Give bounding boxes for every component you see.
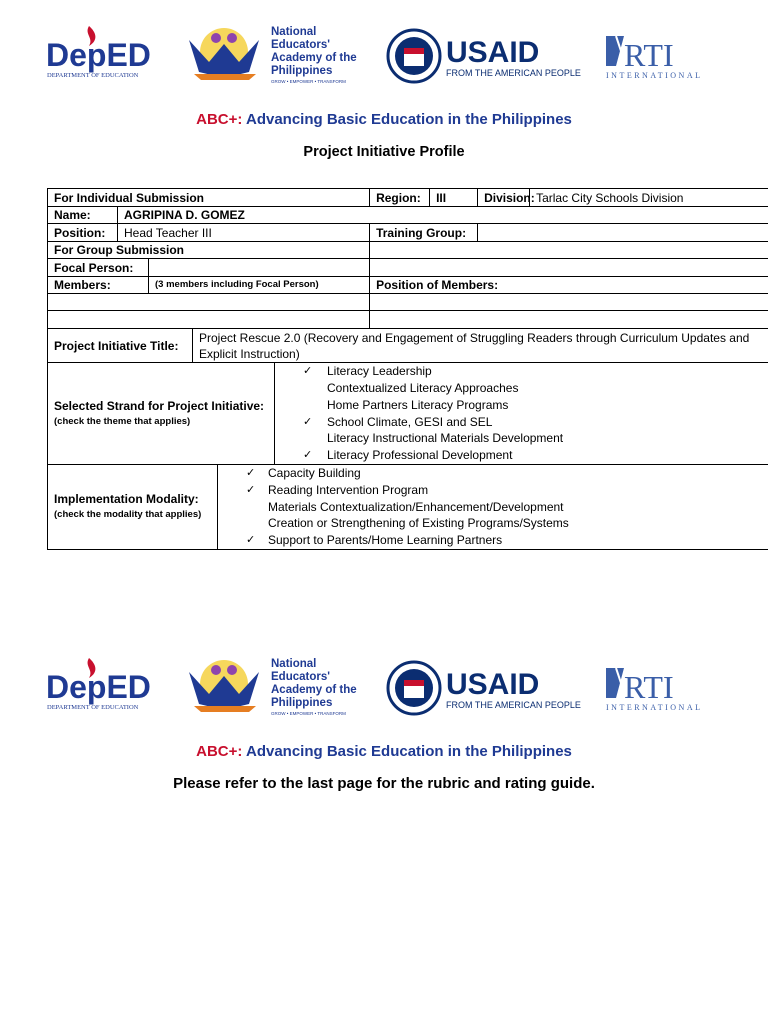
name-value: AGRIPINA D. GOMEZ	[118, 207, 768, 224]
strand-option-label: School Climate, GESI and SEL	[327, 414, 493, 429]
strand-option[interactable]	[275, 447, 768, 464]
modality-option[interactable]	[218, 515, 768, 532]
strand-option-label: Literacy Instructional Materials Development	[327, 431, 564, 446]
table-row	[48, 207, 768, 224]
modality-note: (check the modality that applies)	[54, 509, 202, 520]
modality-label-cell	[48, 465, 218, 550]
modality-option-label: Support to Parents/Home Learning Partners	[268, 533, 503, 548]
focal-person-value	[149, 259, 370, 277]
strand-label-cell	[48, 363, 275, 465]
region-value: III	[430, 189, 478, 207]
table-row	[48, 189, 768, 207]
rti-logo	[606, 668, 703, 712]
table-row	[48, 311, 768, 329]
svg-text:INTERNATIONAL: INTERNATIONAL	[606, 703, 703, 712]
strand-option[interactable]	[275, 380, 768, 397]
table-row	[48, 465, 768, 550]
training-group-label: Training Group:	[370, 224, 478, 242]
svg-text:INTERNATIONAL: INTERNATIONAL	[606, 71, 703, 80]
checkmark-icon: ✓	[303, 365, 313, 378]
svg-text:DepED: DepED	[46, 669, 151, 705]
position-of-members-label: Position of Members:	[370, 277, 768, 294]
member-position-cell	[370, 294, 768, 311]
strand-option[interactable]	[275, 414, 768, 431]
svg-text:FROM THE AMERICAN PEOPLE: FROM THE AMERICAN PEOPLE	[446, 700, 581, 710]
modality-option[interactable]	[218, 482, 768, 499]
members-note: (3 members including Focal Person)	[149, 277, 370, 294]
deped-logo	[46, 26, 151, 79]
svg-text:DEPARTMENT OF EDUCATION: DEPARTMENT OF EDUCATION	[47, 704, 139, 711]
svg-text:GROW • EMPOWER • TRANSFORM: GROW • EMPOWER • TRANSFORM	[271, 711, 346, 716]
checkmark-icon: ✓	[246, 467, 256, 479]
rubric-note: Please refer to the last page for the rubric and rating guide.	[173, 775, 595, 792]
strand-option-label: Literacy Professional Development	[327, 448, 513, 463]
logo-bar	[44, 22, 724, 92]
modality-options	[218, 465, 768, 550]
svg-text:Educators': Educators'	[271, 39, 330, 51]
svg-text:DEPARTMENT OF EDUCATION: DEPARTMENT OF EDUCATION	[47, 72, 139, 79]
checkmark-icon: ✓	[303, 449, 313, 462]
strand-option-label: Home Partners Literacy Programs	[327, 397, 509, 412]
individual-submission-label: For Individual Submission	[48, 189, 370, 207]
group-submission-label: For Group Submission	[48, 242, 370, 259]
strand-option[interactable]	[275, 397, 768, 414]
member-position-cell	[370, 311, 768, 329]
svg-text:FROM THE AMERICAN PEOPLE: FROM THE AMERICAN PEOPLE	[446, 68, 581, 78]
region-label: Region:	[370, 189, 430, 207]
svg-text:RTI: RTI	[624, 669, 674, 705]
svg-text:RTI: RTI	[624, 37, 674, 73]
members-label: Members:	[48, 277, 149, 294]
table-row	[48, 363, 768, 465]
program-title: ABC+: Advancing Basic Education in the Philippines	[196, 111, 572, 128]
table-row	[48, 259, 768, 277]
svg-text:USAID: USAID	[446, 668, 540, 701]
modality-option[interactable]	[218, 532, 768, 549]
member-cell	[48, 311, 370, 329]
form-title: Project Initiative Profile	[303, 144, 465, 160]
modality-option[interactable]	[218, 465, 768, 482]
focal-person-blank	[370, 259, 768, 277]
group-submission-blank	[370, 242, 768, 259]
strand-label: Selected Strand for Project Initiative:	[54, 398, 265, 413]
training-group-value	[478, 224, 768, 242]
table-row	[48, 329, 768, 363]
strand-option-label: Literacy Leadership	[327, 364, 432, 379]
checkmark-icon: ✓	[303, 415, 313, 428]
position-label: Position:	[48, 224, 118, 242]
modality-option[interactable]	[218, 499, 768, 516]
strand-option[interactable]	[275, 363, 768, 380]
table-row	[48, 224, 768, 242]
strand-note: (check the theme that applies)	[54, 415, 191, 427]
rti-logo	[606, 36, 703, 80]
modality-option-label: Materials Contextualization/Enhancement/Development	[268, 499, 564, 514]
modality-option-label: Capacity Building	[268, 466, 361, 480]
modality-label: Implementation Modality:	[54, 492, 199, 506]
deped-logo	[46, 658, 151, 711]
project-title-label: Project Initiative Title:	[48, 329, 193, 363]
program-title: ABC+: Advancing Basic Education in the Philippines	[196, 743, 572, 760]
checkmark-icon: ✓	[246, 534, 256, 547]
focal-person-label: Focal Person:	[48, 259, 149, 277]
division-value: Tarlac City Schools Division	[530, 189, 768, 207]
division-label: Division:	[478, 189, 530, 207]
strand-options	[275, 363, 768, 465]
strand-option-label: Contextualized Literacy Approaches	[327, 380, 519, 395]
checkmark-icon: ✓	[246, 483, 256, 496]
project-profile-table	[47, 188, 768, 550]
svg-text:GROW • EMPOWER • TRANSFORM: GROW • EMPOWER • TRANSFORM	[271, 79, 346, 84]
modality-option-label: Creation or Strengthening of Existing Programs/Systems	[268, 516, 569, 531]
table-row	[48, 277, 768, 294]
neap-logo	[189, 26, 357, 84]
neap-logo	[189, 658, 357, 716]
project-title-value: Project Rescue 2.0 (Recovery and Engagement of Struggling Readers through Curriculum Updates and Explicit Instruction)	[193, 329, 768, 363]
table-row	[48, 294, 768, 311]
logo-bar	[44, 654, 724, 724]
strand-option[interactable]	[275, 430, 768, 447]
usaid-logo	[388, 30, 581, 82]
position-value: Head Teacher III	[118, 224, 370, 242]
svg-text:Academy of the: Academy of the	[271, 52, 357, 64]
svg-text:Philippines: Philippines	[271, 697, 333, 709]
modality-option-label: Reading Intervention Program	[268, 482, 429, 497]
svg-text:National: National	[271, 658, 317, 670]
member-cell	[48, 294, 370, 311]
svg-text:Philippines: Philippines	[271, 65, 333, 77]
usaid-logo	[388, 662, 581, 714]
svg-text:Academy of the: Academy of the	[271, 684, 357, 696]
svg-text:National: National	[271, 26, 317, 38]
svg-text:USAID: USAID	[446, 36, 540, 69]
name-label: Name:	[48, 207, 118, 224]
svg-text:DepED: DepED	[46, 37, 151, 73]
table-row	[48, 242, 768, 259]
svg-text:Educators': Educators'	[271, 671, 330, 683]
